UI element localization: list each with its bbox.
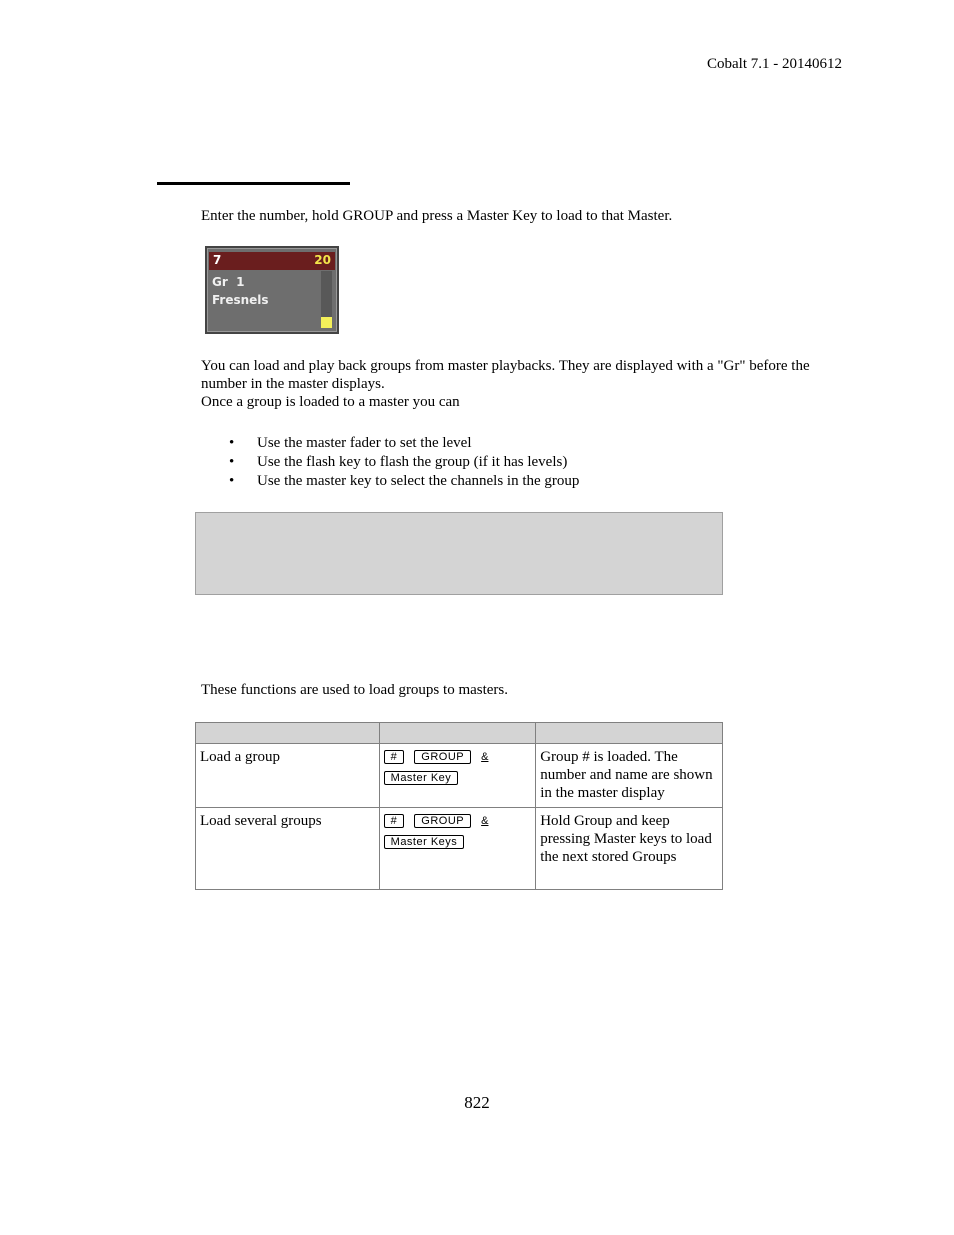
function-name: Load a group	[196, 744, 380, 808]
page-number: 822	[464, 1093, 490, 1112]
key-hash: #	[384, 750, 405, 764]
key-master: Master Key	[384, 771, 459, 785]
master-level: 20	[314, 253, 331, 267]
functions-table	[195, 722, 723, 890]
master-level-bar	[321, 271, 332, 328]
section-rule	[157, 182, 350, 185]
key-group: GROUP	[414, 750, 471, 764]
key-hash: #	[384, 814, 405, 828]
key-master: Master Keys	[384, 835, 465, 849]
note-box	[195, 512, 723, 595]
key-and-symbol: &	[481, 815, 489, 827]
table-header-cell	[196, 723, 380, 744]
key-group: GROUP	[414, 814, 471, 828]
functions-intro: These functions are used to load groups to masters.	[201, 682, 509, 698]
master-group-label: Gr 1	[212, 275, 245, 289]
intro-text: Enter the number, hold GROUP and press a Master Key to load to that Master.	[201, 208, 673, 224]
description-line-2: Once a group is loaded to a master you can	[201, 394, 460, 410]
bullet-list	[201, 434, 579, 491]
table-header-row	[196, 723, 723, 744]
description	[201, 357, 831, 411]
master-display	[205, 246, 339, 334]
function-name: Load several groups	[196, 808, 380, 890]
list-item: • Use the master fader to set the level	[229, 435, 472, 451]
master-group-name: Fresnels	[212, 293, 269, 307]
master-title-bar	[209, 252, 335, 270]
list-item: • Use the flash key to flash the group (if it has levels)	[229, 454, 568, 470]
function-description: Group # is loaded. The number and name are shown in the master display	[536, 744, 723, 808]
table-row	[196, 744, 723, 808]
master-level-fill	[321, 317, 332, 328]
bullet-icon: •	[229, 454, 235, 470]
table-row	[196, 808, 723, 890]
bullet-icon: •	[229, 473, 235, 489]
key-sequence	[379, 744, 536, 808]
list-item: • Use the master key to select the channels in the group	[229, 473, 580, 489]
bullet-icon: •	[229, 435, 235, 451]
description-line-1: You can load and play back groups from master playbacks. They are displayed with a "Gr" before the number in the master displays.	[201, 358, 810, 392]
key-sequence	[379, 808, 536, 890]
function-description: Hold Group and keep pressing Master keys to load the next stored Groups	[536, 808, 723, 890]
master-number: 7	[213, 253, 222, 267]
table-header-cell	[536, 723, 723, 744]
key-and-symbol: &	[481, 751, 489, 763]
table-header-cell	[379, 723, 536, 744]
document-version: Cobalt 7.1 - 20140612	[707, 56, 842, 72]
